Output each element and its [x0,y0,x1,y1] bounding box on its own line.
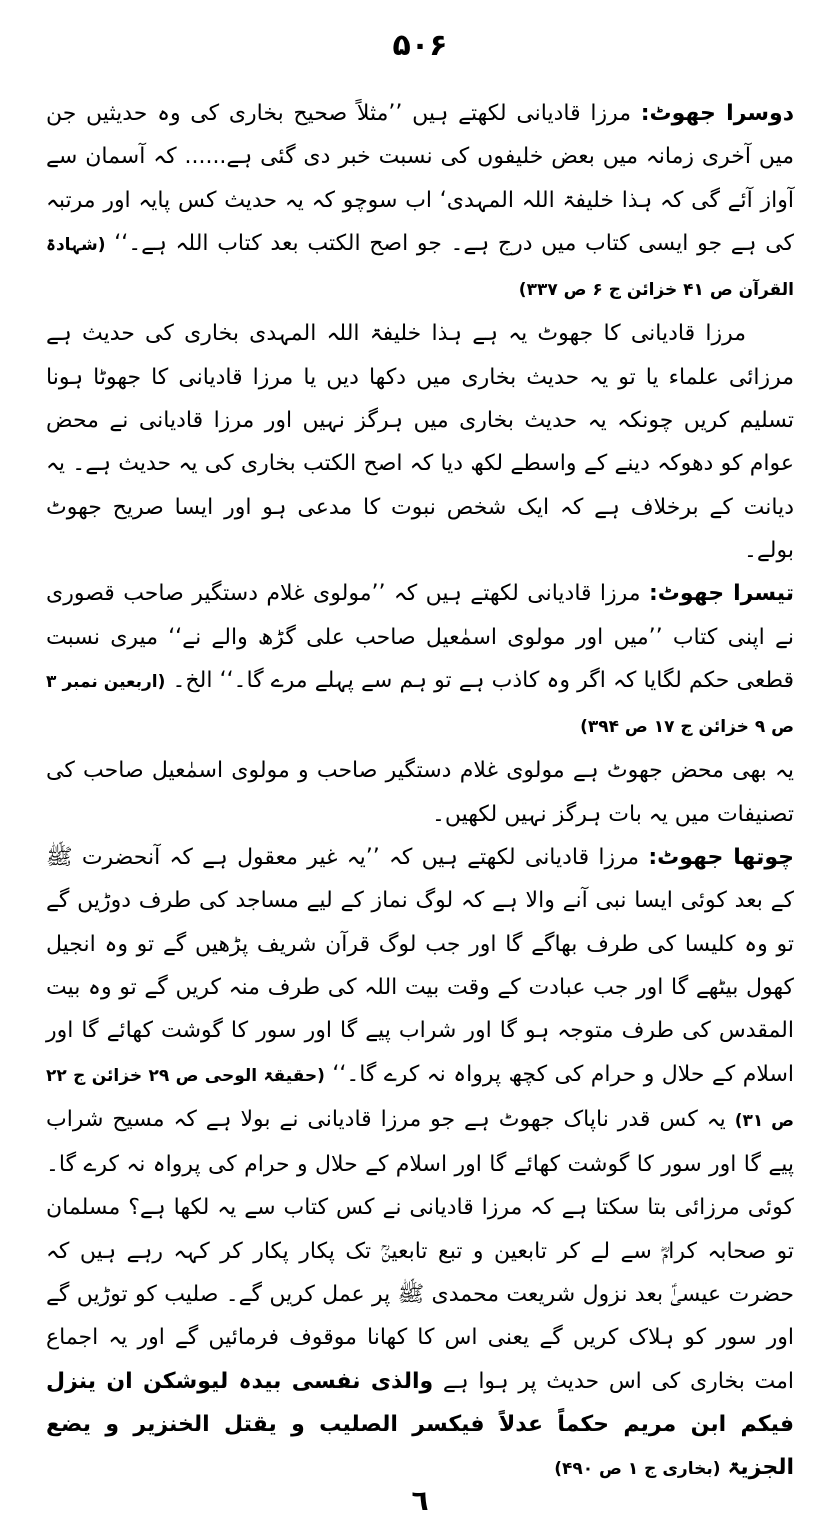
section-heading: تیسرا جھوٹ: [649,581,794,607]
paragraph-text: مرزا قادیانی لکھتے ہیں کہ ’’مولوی غلام دستگیر صاحب قصوری نے اپنی کتاب ’’میں اور مولوی اسمٰعیل صاحب علی گڑھ والے نے‘‘ میری نسبت قطعی حکم لگایا کہ اگر وہ کاذب ہے تو ہم سے پہلے مرے گا۔‘‘ الخ۔ [46,581,795,693]
paragraph-commentary-2 [46,749,794,836]
paragraph-text-continued: یہ کس قدر ناپاک جھوٹ ہے جو مرزا قادیانی نے بولا ہے کہ مسیح شراب پیے گا اور سور کا گوشت کھائے گا اور اسلام کے حلال و حرام کی پرواہ نہ کرے گا۔ کوئی مرزائی بتا سکتا ہے کہ مرزا قادیانی نے کس کتاب سے یہ لکھا ہے؟ مسلمان تو صحابہ کرامؓ سے لے کر تابعین و تبع تابعینؒ تک پکار پکار کر کہہ رہے ہیں کہ حضرت عیسیٰؑ بعد نزول شریعت محمدی ﷺ پر عمل کریں گے۔ صلیب کو توڑیں گے اور سور کو ہلاک کریں گے یعنی اس کا کھانا موقوف فرمائیں گے اور یہ اجماع امت بخاری کی اس حدیث پر ہوا ہے [46,1106,794,1394]
reference-citation: (شہادۃ القرآن ص ۴۱ خزائن ج ۶ ص ۳۳۷) [46,234,794,301]
paragraph-text: مرزا قادیانی کا جھوٹ یہ ہے ہذا خلیفۃ اللہ المہدی بخاری کی حدیث ہے مرزائی علماء یا تو یہ حدیث بخاری میں دکھا دیں یا مرزا قادیانی کا جھوٹا ہونا تسلیم کریں چونکہ یہ حدیث بخاری میں ہرگز نہیں اور مرزا قادیانی نے محض عوام کو دھوکہ دینے کے واسطے لکھ دیا کہ اصح الکتب بخاری کی یہ حدیث ہے۔ یہ دیانت کے برخلاف ہے کہ ایک شخص نبوت کا مدعی ہو اور ایسا صریح جھوٹ بولے۔ [46,321,794,563]
paragraph-third-lie [46,572,794,749]
reference-citation: (حقیقۃ الوحی ص ۲۹ خزائن ج ۲۲ ص ۳۱) [46,1065,794,1131]
paragraph-text: مرزا قادیانی لکھتے ہیں ’’مثلاً صحیح بخاری کی وہ حدیثیں جن میں آخری زمانہ میں بعض خلیفوں کی نسبت خبر دی گئی ہے...... کہ آسمان سے آواز آئے گی کہ ہذا خلیفۃ اللہ المہدی‘ اب سوچو کہ یہ حدیث کس پایہ اور مرتبہ کی ہے جو ایسی کتاب میں درج ہے۔ جو اصح الکتب بعد کتاب اللہ ہے۔‘‘ [46,101,794,256]
paragraph-second-lie [46,92,794,312]
reference-citation: (اربعین نمبر ۳ ص ۹ خزائن ج ۱۷ ص ۳۹۴) [46,671,794,738]
arabic-hadith-quote: والذی نفسی بیدہ لیوشکن ان ینزل فیکم ابن مریم حکماً عدلاً فیکسر الصلیب و یقتل الخنزیر و یضع الجزیۃ [46,1368,794,1481]
reference-citation: (بخاری ج ۱ ص ۴۹۰) [554,1459,721,1480]
page-number: ۵۰۶ [392,28,448,63]
section-heading: چوتھا جھوٹ: [648,845,794,871]
paragraph-text: مرزا قادیانی لکھتے ہیں کہ ’’یہ غیر معقول ہے کہ آنحضرت ﷺ کے بعد کوئی ایسا نبی آنے والا ہے کہ لوگ نماز کے لیے مساجد کی طرف دوڑیں گے تو وہ کلیسا کی طرف بھاگے گا اور جب لوگ قرآن شریف پڑھیں گے تو وہ انجیل کھول بیٹھے گا اور جب عبادت کے وقت بیت اللہ کی طرف منہ کریں گے تو وہ بیت المقدس کی طرف متوجہ ہو گا اور شراب پیے گا اور سور کا گوشت کھائے گا اور اسلام کے حلال و حرام کی کچھ پرواہ نہ کرے گا۔‘‘ [46,845,795,1087]
paragraph-text: یہ بھی محض جھوٹ ہے مولوی غلام دستگیر صاحب و مولوی اسمٰعیل صاحب کی تصنیفات میں یہ بات ہرگز نہیں لکھیں۔ [46,758,794,827]
footer-signature-mark: ٦ [411,1484,429,1517]
section-heading: دوسرا جھوٹ: [640,101,795,126]
page-body [46,92,794,1492]
paragraph-fourth-lie [46,836,794,1491]
paragraph-commentary-1 [46,312,794,572]
